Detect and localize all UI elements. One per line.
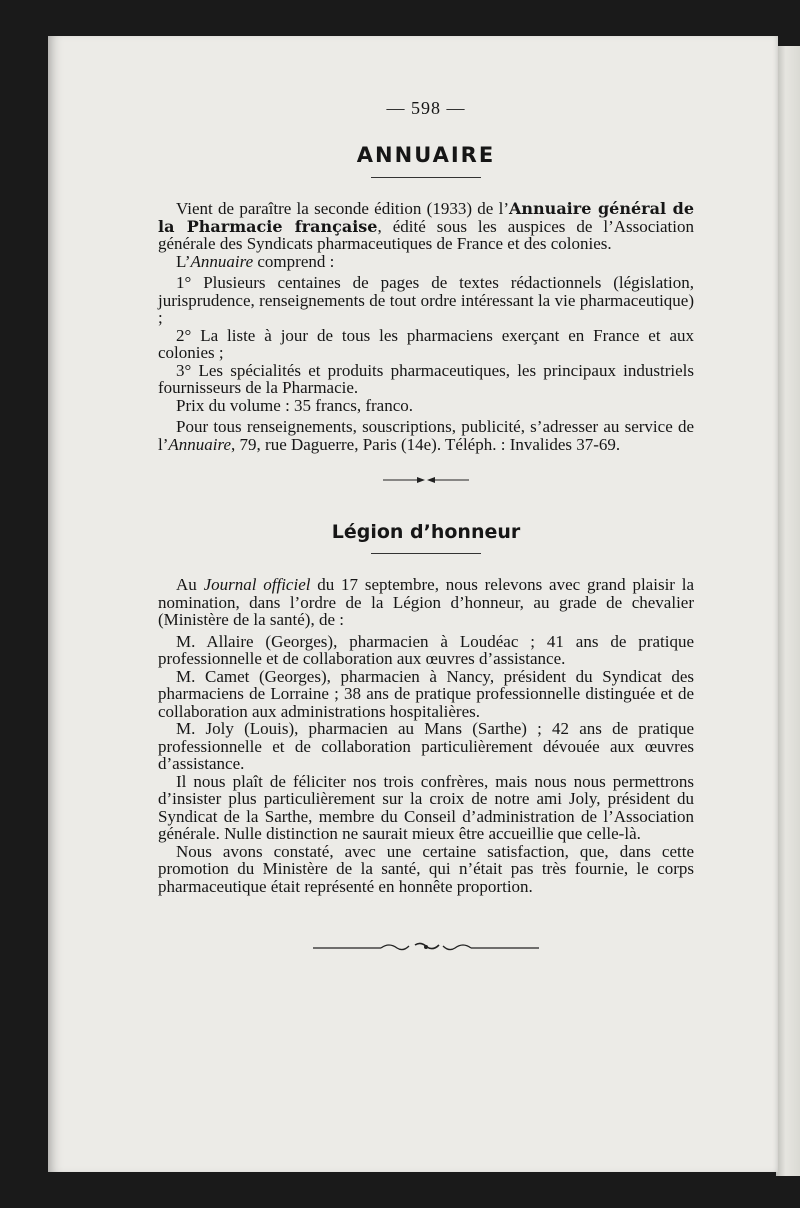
text-run: , 79, rue Daguerre, Paris (14e). Téléph. : Invalides 37-69. — [231, 434, 621, 454]
page-number: — 598 — — [386, 98, 466, 118]
text-run: Vient de paraître la seconde édition (1933) de l’ — [176, 199, 509, 218]
legion-paragraph-constat: Nous avons constaté, avec une certaine satisfaction, que, dans cette promotion du Ministère de la santé, qui n’était pas très fournie, le corps pharmaceutique était représenté en honnête proportion. — [158, 841, 694, 896]
legion-paragraph-allaire: M. Allaire (Georges), pharmacien à Loudéac ; 41 ans de pratique professionnelle et de collaboration aux œuvres d’assistance. — [158, 631, 694, 668]
legion-paragraph-joly: M. Joly (Louis), pharmacien au Mans (Sarthe) ; 42 ans de pratique professionnelle et de collaboration particulièrement dévouée aux œuvres d’assistance. — [158, 719, 694, 773]
section-title-annuaire: ANNUAIRE — [356, 143, 496, 167]
section-title-legion: Légion d’honneur — [331, 521, 521, 543]
legion-section — [158, 521, 694, 895]
legion-body — [158, 576, 694, 895]
annuaire-paragraph-1 — [158, 200, 694, 253]
page-content — [158, 96, 694, 955]
annuaire-paragraph-2 — [158, 253, 694, 271]
annuaire-item-1: 1° Plusieurs centaines de pages de textes rédactionnels (législation, jurisprudence, renseignements de tout ordre intéressant la vie pharmaceutique) ; — [158, 273, 694, 327]
title-rule — [371, 177, 481, 178]
annuaire-name: Annuaire général de la Pharmacie française — [158, 199, 695, 236]
legion-paragraph-camet: M. Camet (Georges), pharmacien à Nancy, président du Syndicat des pharmaciens de Lorraine ; 38 ans de pratique professionnelle distinguée et de collaboration aux administrations hospitalières. — [158, 666, 694, 721]
text-run: L’ — [176, 251, 191, 271]
italic-run: Annuaire — [168, 434, 232, 454]
title-rule — [371, 553, 481, 554]
italic-run: Journal officiel — [203, 575, 311, 594]
annuaire-item-3: 3° Les spécialités et produits pharmaceutiques, les principaux industriels fournisseurs de la Pharmacie. — [158, 360, 694, 397]
end-ornament — [311, 939, 541, 955]
italic-run: Annuaire — [190, 251, 254, 271]
text-run: comprend : — [253, 251, 335, 271]
text-run: Pour tous renseignements, souscriptions, publicité, s’adresser au service de l’ — [158, 417, 694, 454]
text-run: du 17 septembre, nous relevons avec grand plaisir la nomination, dans l’ordre de la Légion d’honneur, au grade de chevalier (Ministère de la santé), de : — [158, 575, 695, 629]
text-run: , édité sous les auspices de l’Association générale des Syndicats pharmaceutiques de France et des colonies. — [158, 216, 695, 253]
annuaire-item-2: 2° La liste à jour de tous les pharmaciens exerçant en France et aux colonies ; — [158, 325, 694, 362]
legion-paragraph-felicitations: Il nous plaît de féliciter nos trois confrères, mais nous nous permettrons d’insister plus particulièrement sur la croix de notre ami Joly, président du Syndicat de la Sarthe, membre du Conseil d’administration de l’Association générale. Nulle distinction ne saurait mieux être accueillie que celle-là. — [158, 771, 694, 843]
page-edge — [776, 46, 800, 1176]
text-run: Au — [176, 575, 204, 594]
annuaire-contact — [158, 418, 694, 453]
legion-paragraph-1 — [158, 576, 694, 629]
annuaire-section — [158, 200, 694, 453]
book-page — [48, 36, 778, 1172]
annuaire-price: Prix du volume : 35 francs, franco. — [176, 395, 413, 415]
section-divider-ornament — [381, 475, 471, 485]
